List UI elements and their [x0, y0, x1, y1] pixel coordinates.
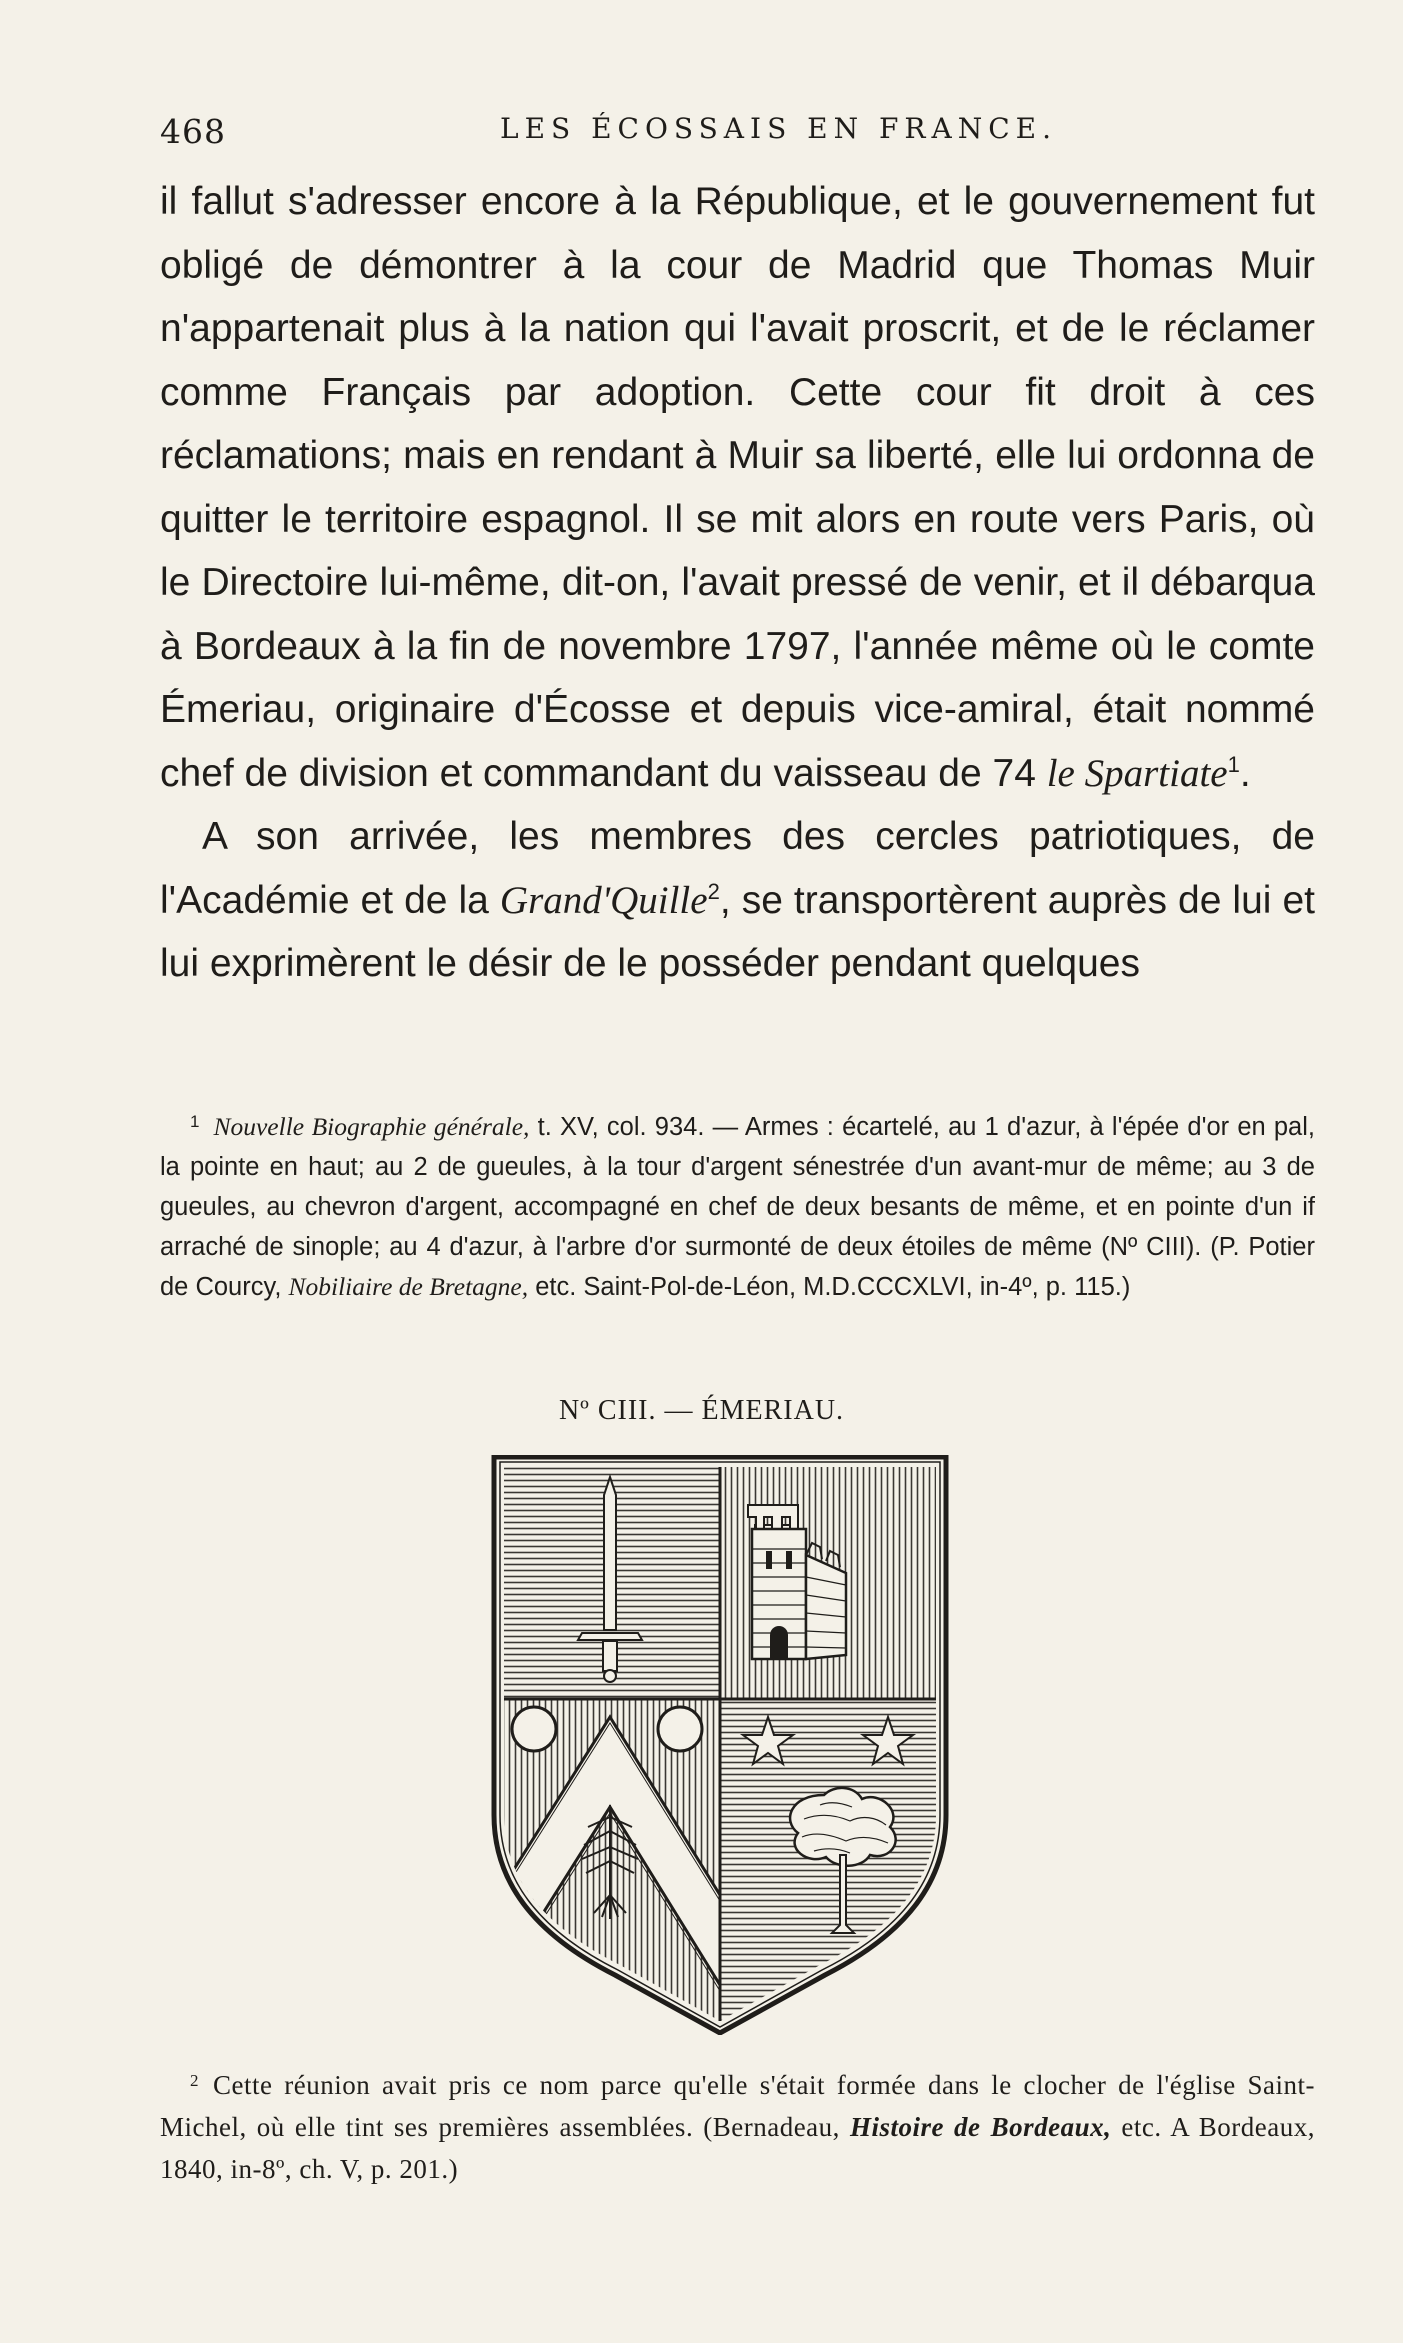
footnote-1-text: t. XV, col. 934. — Armes : écartelé, au 1 d'azur, à l'épée d'or en pal, la pointe en haut; au 2 de gueules, à la tour d'argent sénestrée d'un avant-mur de même; au 3 de gueules, au chevron d'argent, accompagné en chef de deux besants de même, et en pointe d'un if arraché de sinople; au 4 d'azur, à l'arbre d'or surmonté de deux étoiles de même (Nº CIII). (P. Potier de Courcy,: [160, 1113, 1315, 1301]
footnote-2-marker: 2: [190, 2071, 199, 2090]
footnote-2-book-title: Histoire de Bordeaux,: [849, 2112, 1112, 2142]
footnote-1-marker: 1: [190, 1112, 200, 1131]
paragraph-1-text: il fallut s'adresser encore à la République, et le gouvernement fut obligé de démontrer à la cour de Madrid que Thomas Muir n'appartenait plus à la nation qui l'avait proscrit, et de le réclamer comme Français par adoption. Cette cour fit droit à ces réclamations; mais en rendant à Muir sa liberté, elle lui ordonna de quitter le territoire espagnol. Il se mit alors en route vers Paris, où le Directoire lui-même, dit-on, l'avait pressé de venir, et il débarqua à Bordeaux à la fin de novembre 1797, l'année même où le comte Émeriau, originaire d'Écosse et depuis vice-amiral, était nommé chef de division et commandant du vaisseau de 74: [160, 180, 1315, 795]
ship-name: le Spartiate: [1046, 751, 1228, 795]
footnote-1-source-title: Nouvelle Biographie générale,: [213, 1112, 530, 1141]
paragraph-2-end: , se transportèrent auprès de lui et lui exprimèrent le désir de le posséder pendant quelques: [160, 878, 1315, 985]
bezant-right-icon: [658, 1707, 702, 1751]
footnote-ref-1[interactable]: 1: [1227, 751, 1240, 777]
society-name: Grand'Quille: [499, 878, 708, 922]
footnote-2-text: Cette réunion avait pris ce nom parce qu'elle s'était formée dans le clocher de l'église Saint-Michel, où elle tint ses premières assemblées. (Bernadeau,: [160, 2070, 1315, 2142]
footnote-2: [160, 2060, 1315, 2190]
paragraph-2: [160, 805, 1315, 996]
footnote-1-book-title: Nobiliaire de Bretagne,: [288, 1272, 529, 1301]
coat-of-arms-emeriau: [490, 1455, 950, 2035]
page-number: 468: [160, 112, 226, 151]
running-title: LES ÉCOSSAIS EN FRANCE.: [500, 112, 1058, 145]
footnote-1-text-end: etc. Saint-Pol-de-Léon, M.D.CCCXLVI, in-4º, p. 115.): [528, 1273, 1131, 1301]
quarter-4-azure: [720, 1699, 936, 2035]
footnote-1: [160, 1102, 1315, 1307]
paragraph-1: [160, 170, 1315, 805]
paragraph-1-end: .: [1239, 751, 1251, 795]
paragraph-2-start: A son arrivée, les membres des cercles patriotiques, de l'Académie et de la: [160, 815, 1315, 922]
footnote-ref-2[interactable]: 2: [707, 878, 720, 904]
bezant-left-icon: [512, 1707, 556, 1751]
body-text: [160, 170, 1315, 996]
running-head: [160, 112, 1320, 152]
footnote-2-text-end: etc. A Bordeaux, 1840, in-8º, ch. V, p. 201.): [160, 2112, 1315, 2184]
plate-caption: Nº CIII. — ÉMERIAU.: [558, 1395, 845, 1426]
